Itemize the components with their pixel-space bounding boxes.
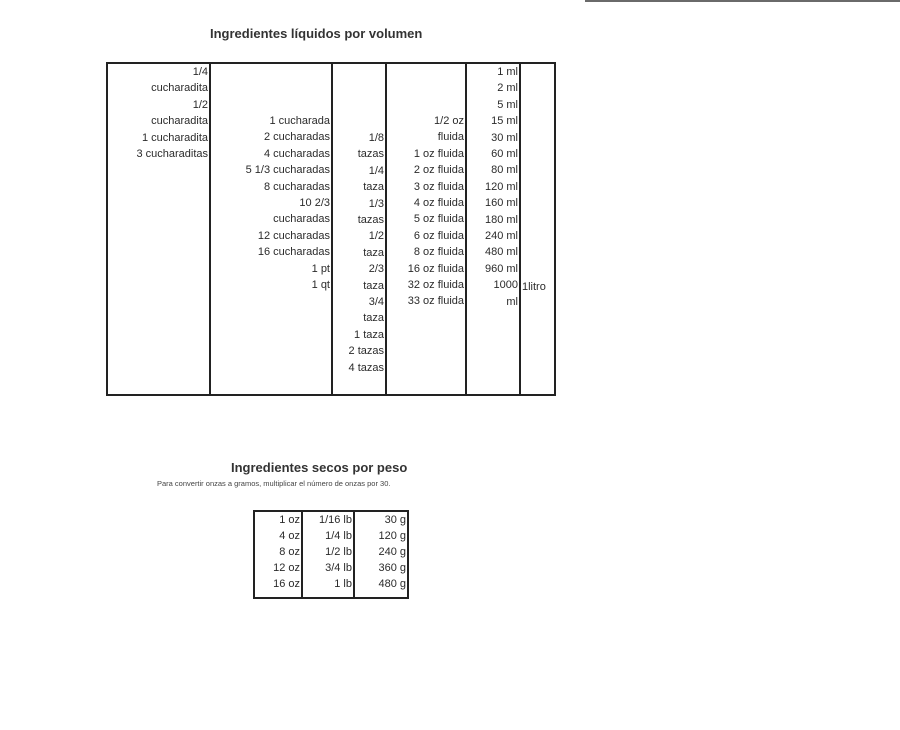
table-cell: 1 pt xyxy=(311,262,330,275)
table-cell: 8 oz fluida xyxy=(413,246,464,259)
table-cell: 240 g xyxy=(378,546,406,558)
table-cell: 6 oz fluida xyxy=(413,229,464,242)
table-cell: 2 ml xyxy=(497,82,518,95)
table-cell: 2 oz fluida xyxy=(413,164,464,177)
table-cell: 1/4 xyxy=(192,66,208,78)
table-cell: 160 ml xyxy=(484,197,518,210)
table-cell: 60 ml xyxy=(491,148,518,161)
table-cell: 30 ml xyxy=(491,131,518,144)
table-cell: 8 cucharadas xyxy=(263,180,330,193)
table-cell: 4 oz xyxy=(279,530,300,542)
table-cell: ml xyxy=(506,295,518,308)
table-cell: 5 ml xyxy=(497,98,518,111)
milliliters-column xyxy=(467,64,521,394)
pounds-column xyxy=(303,512,355,597)
table-cell: 1/2 oz xyxy=(434,115,464,127)
table-cell: 1/8 xyxy=(368,132,384,144)
table-cell: taza xyxy=(363,246,384,259)
table-cell: 120 g xyxy=(378,530,406,542)
table-cell: 1 lb xyxy=(334,578,352,590)
table-cell: 1/2 xyxy=(192,98,208,111)
table-cell: taza xyxy=(363,312,384,325)
table-cell: cucharadita xyxy=(151,115,208,128)
table-cell: 2 tazas xyxy=(348,345,384,358)
table-cell: 1000 xyxy=(493,279,518,292)
table-cell: 360 g xyxy=(378,562,406,574)
table-cell: taza xyxy=(363,181,384,194)
table-cell: fluida xyxy=(437,131,464,144)
table-cell: 32 oz fluida xyxy=(407,279,464,292)
table-cell: 960 ml xyxy=(484,262,518,275)
table-cell: 2 cucharadas xyxy=(263,131,330,144)
liquid-volume-table xyxy=(106,62,556,396)
liquid-table-title: Ingredientes líquidos por volumen xyxy=(210,26,423,41)
table-cell: 12 oz xyxy=(273,562,300,574)
dry-table-title: Ingredientes secos por peso xyxy=(231,460,408,475)
table-cell: 16 cucharadas xyxy=(257,246,330,259)
table-cell: 1/3 xyxy=(368,197,384,210)
table-cell: 1/16 lb xyxy=(318,514,352,526)
liters-column xyxy=(521,64,554,394)
grams-column xyxy=(355,512,407,597)
table-cell: 1 cucharadita xyxy=(141,131,208,144)
table-cell: cucharadas xyxy=(273,213,330,226)
table-cell: 30 g xyxy=(384,514,406,526)
table-cell: 1 oz xyxy=(279,514,300,526)
table-cell: 5 1/3 cucharadas xyxy=(245,164,330,177)
ounces-column xyxy=(255,512,303,597)
table-cell: 16 oz fluida xyxy=(407,262,464,275)
table-cell: 15 ml xyxy=(491,115,518,128)
table-cell: 3 cucharaditas xyxy=(136,148,208,161)
table-cell: 1/2 lb xyxy=(325,546,352,558)
table-cell: tazas xyxy=(357,148,384,161)
conversion-note: Para convertir onzas a gramos, multiplicar el número de onzas por 30. xyxy=(157,479,391,488)
table-cell: tazas xyxy=(357,214,384,227)
table-cell: 1 cucharada xyxy=(269,115,330,127)
table-cell: 240 ml xyxy=(484,230,518,243)
table-cell: 1 qt xyxy=(311,279,330,292)
table-cell: 4 oz fluida xyxy=(413,197,464,210)
table-cell: 3 oz fluida xyxy=(413,180,464,193)
table-cell: 80 ml xyxy=(491,164,518,177)
table-cell: 2/3 xyxy=(368,263,384,276)
table-cell: 1litro xyxy=(522,281,546,293)
table-cell: 480 g xyxy=(378,578,406,590)
table-cell: 12 cucharadas xyxy=(257,229,330,242)
table-cell: 4 tazas xyxy=(348,361,384,374)
table-cell: 480 ml xyxy=(484,246,518,259)
dry-weight-table xyxy=(253,510,409,599)
table-cell: 1 taza xyxy=(354,328,384,341)
table-cell: 3/4 xyxy=(368,296,384,309)
table-cell: 120 ml xyxy=(484,180,518,193)
table-cell: 5 oz fluida xyxy=(413,213,464,226)
table-cell: taza xyxy=(363,279,384,292)
table-cell: 1 ml xyxy=(497,66,518,78)
cups-column xyxy=(333,64,387,394)
table-cell: 4 cucharadas xyxy=(263,147,330,160)
table-cell: 8 oz xyxy=(279,546,300,558)
tablespoons-column xyxy=(211,64,333,394)
table-cell: 1/2 xyxy=(368,230,384,243)
top-edge-line xyxy=(585,0,900,2)
table-cell: 16 oz xyxy=(273,578,300,590)
teaspoons-column xyxy=(108,64,211,394)
table-cell: 1/4 xyxy=(368,164,384,177)
table-cell: 3/4 lb xyxy=(325,562,352,574)
table-cell: 1 oz fluida xyxy=(413,147,464,160)
table-cell: 10 2/3 xyxy=(299,197,330,210)
table-cell: 180 ml xyxy=(484,213,518,226)
table-cell: cucharadita xyxy=(151,82,208,95)
fluid-ounces-column xyxy=(387,64,467,394)
table-cell: 1/4 lb xyxy=(325,530,352,542)
table-cell: 33 oz fluida xyxy=(407,295,464,308)
